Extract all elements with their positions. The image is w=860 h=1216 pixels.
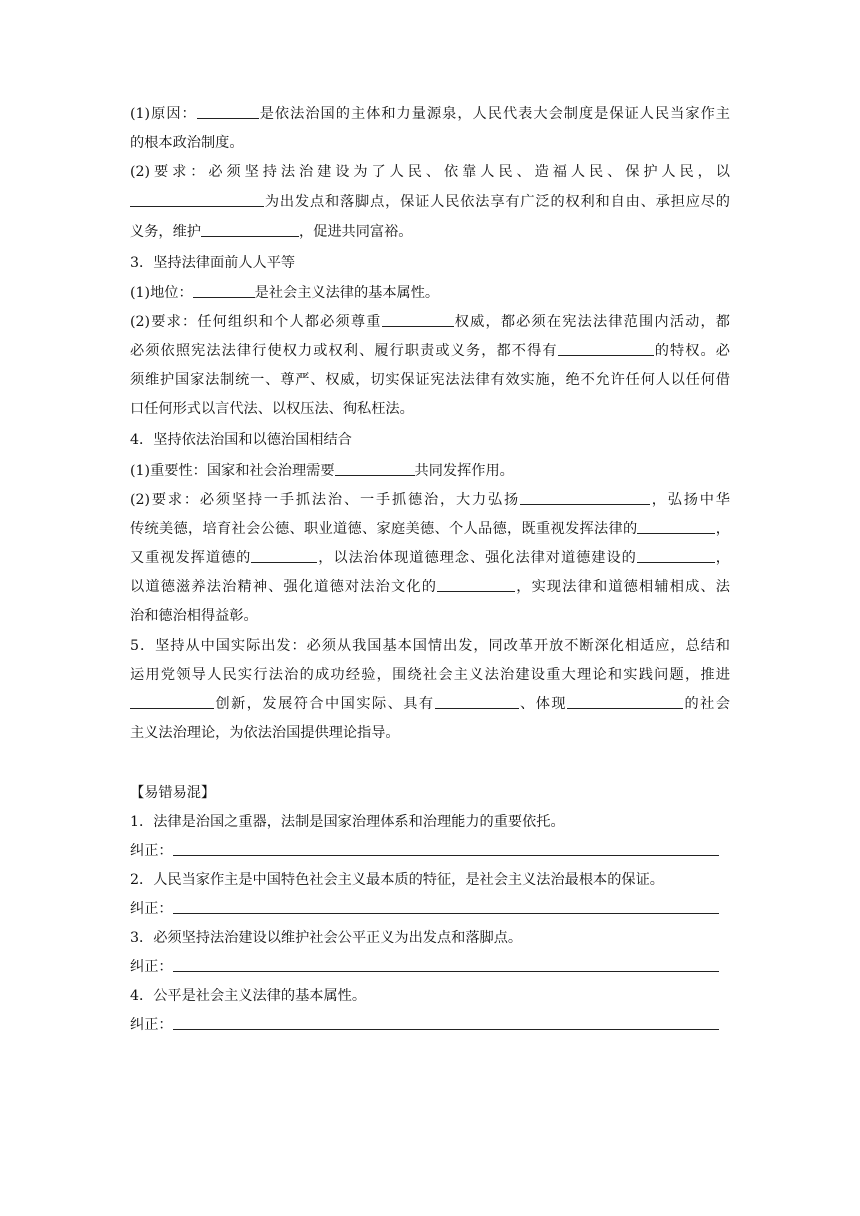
sec4-importance-text: (1)重要性：国家和社会治理需要 bbox=[130, 463, 335, 479]
fill-blank[interactable] bbox=[437, 577, 515, 592]
correction-label: 纠正： bbox=[130, 1017, 173, 1033]
sec2-reason-line2: 的根本政治制度。 bbox=[130, 135, 244, 151]
sec4-req-text: ，实现法律和道德相辅相成、法 bbox=[515, 579, 730, 595]
sec4-importance-text: 共同发挥作用。 bbox=[414, 463, 514, 479]
error-item-4: 4．公平是社会主义法律的基本属性。 bbox=[130, 988, 367, 1004]
fill-blank[interactable] bbox=[435, 694, 519, 709]
error-item-1: 1．法律是治国之重器，法制是国家治理体系和治理能力的重要依托。 bbox=[130, 814, 565, 830]
sec5-text: 、体现 bbox=[518, 696, 568, 712]
sec5-line4: 主义法治理论，为依法治国提供理论指导。 bbox=[130, 725, 400, 741]
sec2-req-line3 bbox=[130, 222, 730, 242]
sec2-req-text: 为出发点和落脚点，保证人民依法享有广泛的权利和自由、承担应尽的 bbox=[264, 194, 730, 210]
fill-blank[interactable] bbox=[130, 694, 214, 709]
sec3-status-line bbox=[130, 283, 730, 303]
sec4-req-line5: 治和德治相得益彰。 bbox=[130, 608, 258, 624]
sec5-line1: 5．坚持从中国实际出发：必须从我国基本国情出发，同改革开放不断深化相适应，总结和 bbox=[130, 638, 730, 654]
fill-blank[interactable] bbox=[335, 461, 415, 476]
sec5-line3 bbox=[130, 694, 730, 714]
sec3-req-line2 bbox=[130, 341, 730, 361]
sec4-req-text: ，以法治体现道德理念、强化法律对道德建设的 bbox=[317, 550, 637, 566]
sec4-req-line1 bbox=[130, 490, 730, 510]
fill-blank[interactable] bbox=[201, 222, 299, 237]
sec3-req-text: 必须依照宪法法律行使权力或权利、履行职责或义务，都不得有 bbox=[130, 343, 558, 359]
sec4-req-line2 bbox=[130, 519, 730, 539]
sec4-req-text: ，弘扬中华 bbox=[649, 492, 730, 508]
sec4-heading: 4．坚持依法治国和以德治国相结合 bbox=[130, 432, 352, 448]
sec4-req-text: ， bbox=[714, 550, 730, 566]
error-item-2: 2．人民当家作主是中国特色社会主义最本质的特征，是社会主义法治最根本的保证。 bbox=[130, 872, 664, 888]
error-item-3: 3．必须坚持法治建设以维护社会公平正义为出发点和落脚点。 bbox=[130, 930, 523, 946]
sec5-text: 创新，发展符合中国实际、具有 bbox=[214, 696, 435, 712]
fill-blank[interactable] bbox=[251, 548, 317, 563]
correction-label: 纠正： bbox=[130, 901, 173, 917]
sec2-reason-label: (1)原因： bbox=[130, 106, 197, 122]
correction-label: 纠正： bbox=[130, 843, 173, 859]
correction-input-2[interactable] bbox=[173, 899, 719, 914]
correction-row-2 bbox=[130, 899, 730, 919]
sec2-req-text: ，促进共同富裕。 bbox=[298, 224, 413, 240]
correction-row-4 bbox=[130, 1015, 730, 1035]
fill-blank[interactable] bbox=[558, 341, 654, 356]
correction-row-1 bbox=[130, 841, 730, 861]
sec2-req-line2 bbox=[130, 192, 730, 212]
fill-blank[interactable] bbox=[567, 694, 683, 709]
correction-input-4[interactable] bbox=[173, 1015, 719, 1030]
sec3-req-text: 的特权。必 bbox=[653, 343, 730, 359]
fill-blank[interactable] bbox=[637, 548, 715, 563]
sec5-text: 的社会 bbox=[683, 696, 730, 712]
sec2-req-line1: (2)要求：必须坚持法治建设为了人民、依靠人民、造福人民、保护人民，以 bbox=[130, 164, 730, 180]
sec3-req-text: (2)要求：任何组织和个人都必须尊重 bbox=[130, 314, 382, 330]
sec2-req-text: 义务，维护 bbox=[130, 224, 201, 240]
sec4-req-text: (2)要求：必须坚持一手抓法治、一手抓德治，大力弘扬 bbox=[130, 492, 520, 508]
sec4-req-text: 又重视发挥道德的 bbox=[130, 550, 252, 566]
sec3-heading: 3．坚持法律面前人人平等 bbox=[130, 255, 296, 271]
sec4-req-text: 传统美德，培育社会公德、职业道德、家庭美德、个人品德，既重视发挥法律的 bbox=[130, 521, 638, 537]
sec3-status-text: 是社会主义法律的基本属性。 bbox=[254, 285, 440, 301]
fill-blank[interactable] bbox=[197, 104, 259, 119]
correction-row-3 bbox=[130, 957, 730, 977]
sec4-req-text: 以道德滋养法治精神、强化道德对法治文化的 bbox=[130, 579, 438, 595]
sec3-req-line1 bbox=[130, 312, 730, 332]
errors-heading: 【易错易混】 bbox=[130, 785, 216, 801]
correction-input-3[interactable] bbox=[173, 957, 719, 972]
sec3-req-line4: 口任何形式以言代法、以权压法、徇私枉法。 bbox=[130, 401, 414, 417]
sec4-req-line4 bbox=[130, 577, 730, 597]
fill-blank[interactable] bbox=[382, 312, 454, 327]
sec4-req-text: ， bbox=[715, 521, 730, 537]
sec5-line2: 运用党领导人民实行法治的成功经验，围绕社会主义法治建设重大理论和实践问题，推进 bbox=[130, 667, 730, 683]
sec3-status-label: (1)地位： bbox=[130, 285, 193, 301]
sec4-importance-line bbox=[130, 461, 730, 481]
fill-blank[interactable] bbox=[193, 283, 255, 298]
sec2-reason-text: 是依法治国的主体和力量源泉，人民代表大会制度是保证人民当家作主 bbox=[258, 106, 730, 122]
sec3-req-line3: 须维护国家法制统一、尊严、权威，切实保证宪法法律有效实施，绝不允许任何人以任何借 bbox=[130, 372, 730, 388]
fill-blank[interactable] bbox=[520, 490, 650, 505]
fill-blank[interactable] bbox=[637, 519, 715, 534]
correction-label: 纠正： bbox=[130, 959, 173, 975]
fill-blank[interactable] bbox=[130, 192, 264, 207]
sec4-req-line3 bbox=[130, 548, 730, 568]
sec3-req-text: 权威，都必须在宪法法律范围内活动，都 bbox=[453, 314, 730, 330]
correction-input-1[interactable] bbox=[173, 841, 719, 856]
sec2-reason-line1 bbox=[130, 104, 730, 124]
